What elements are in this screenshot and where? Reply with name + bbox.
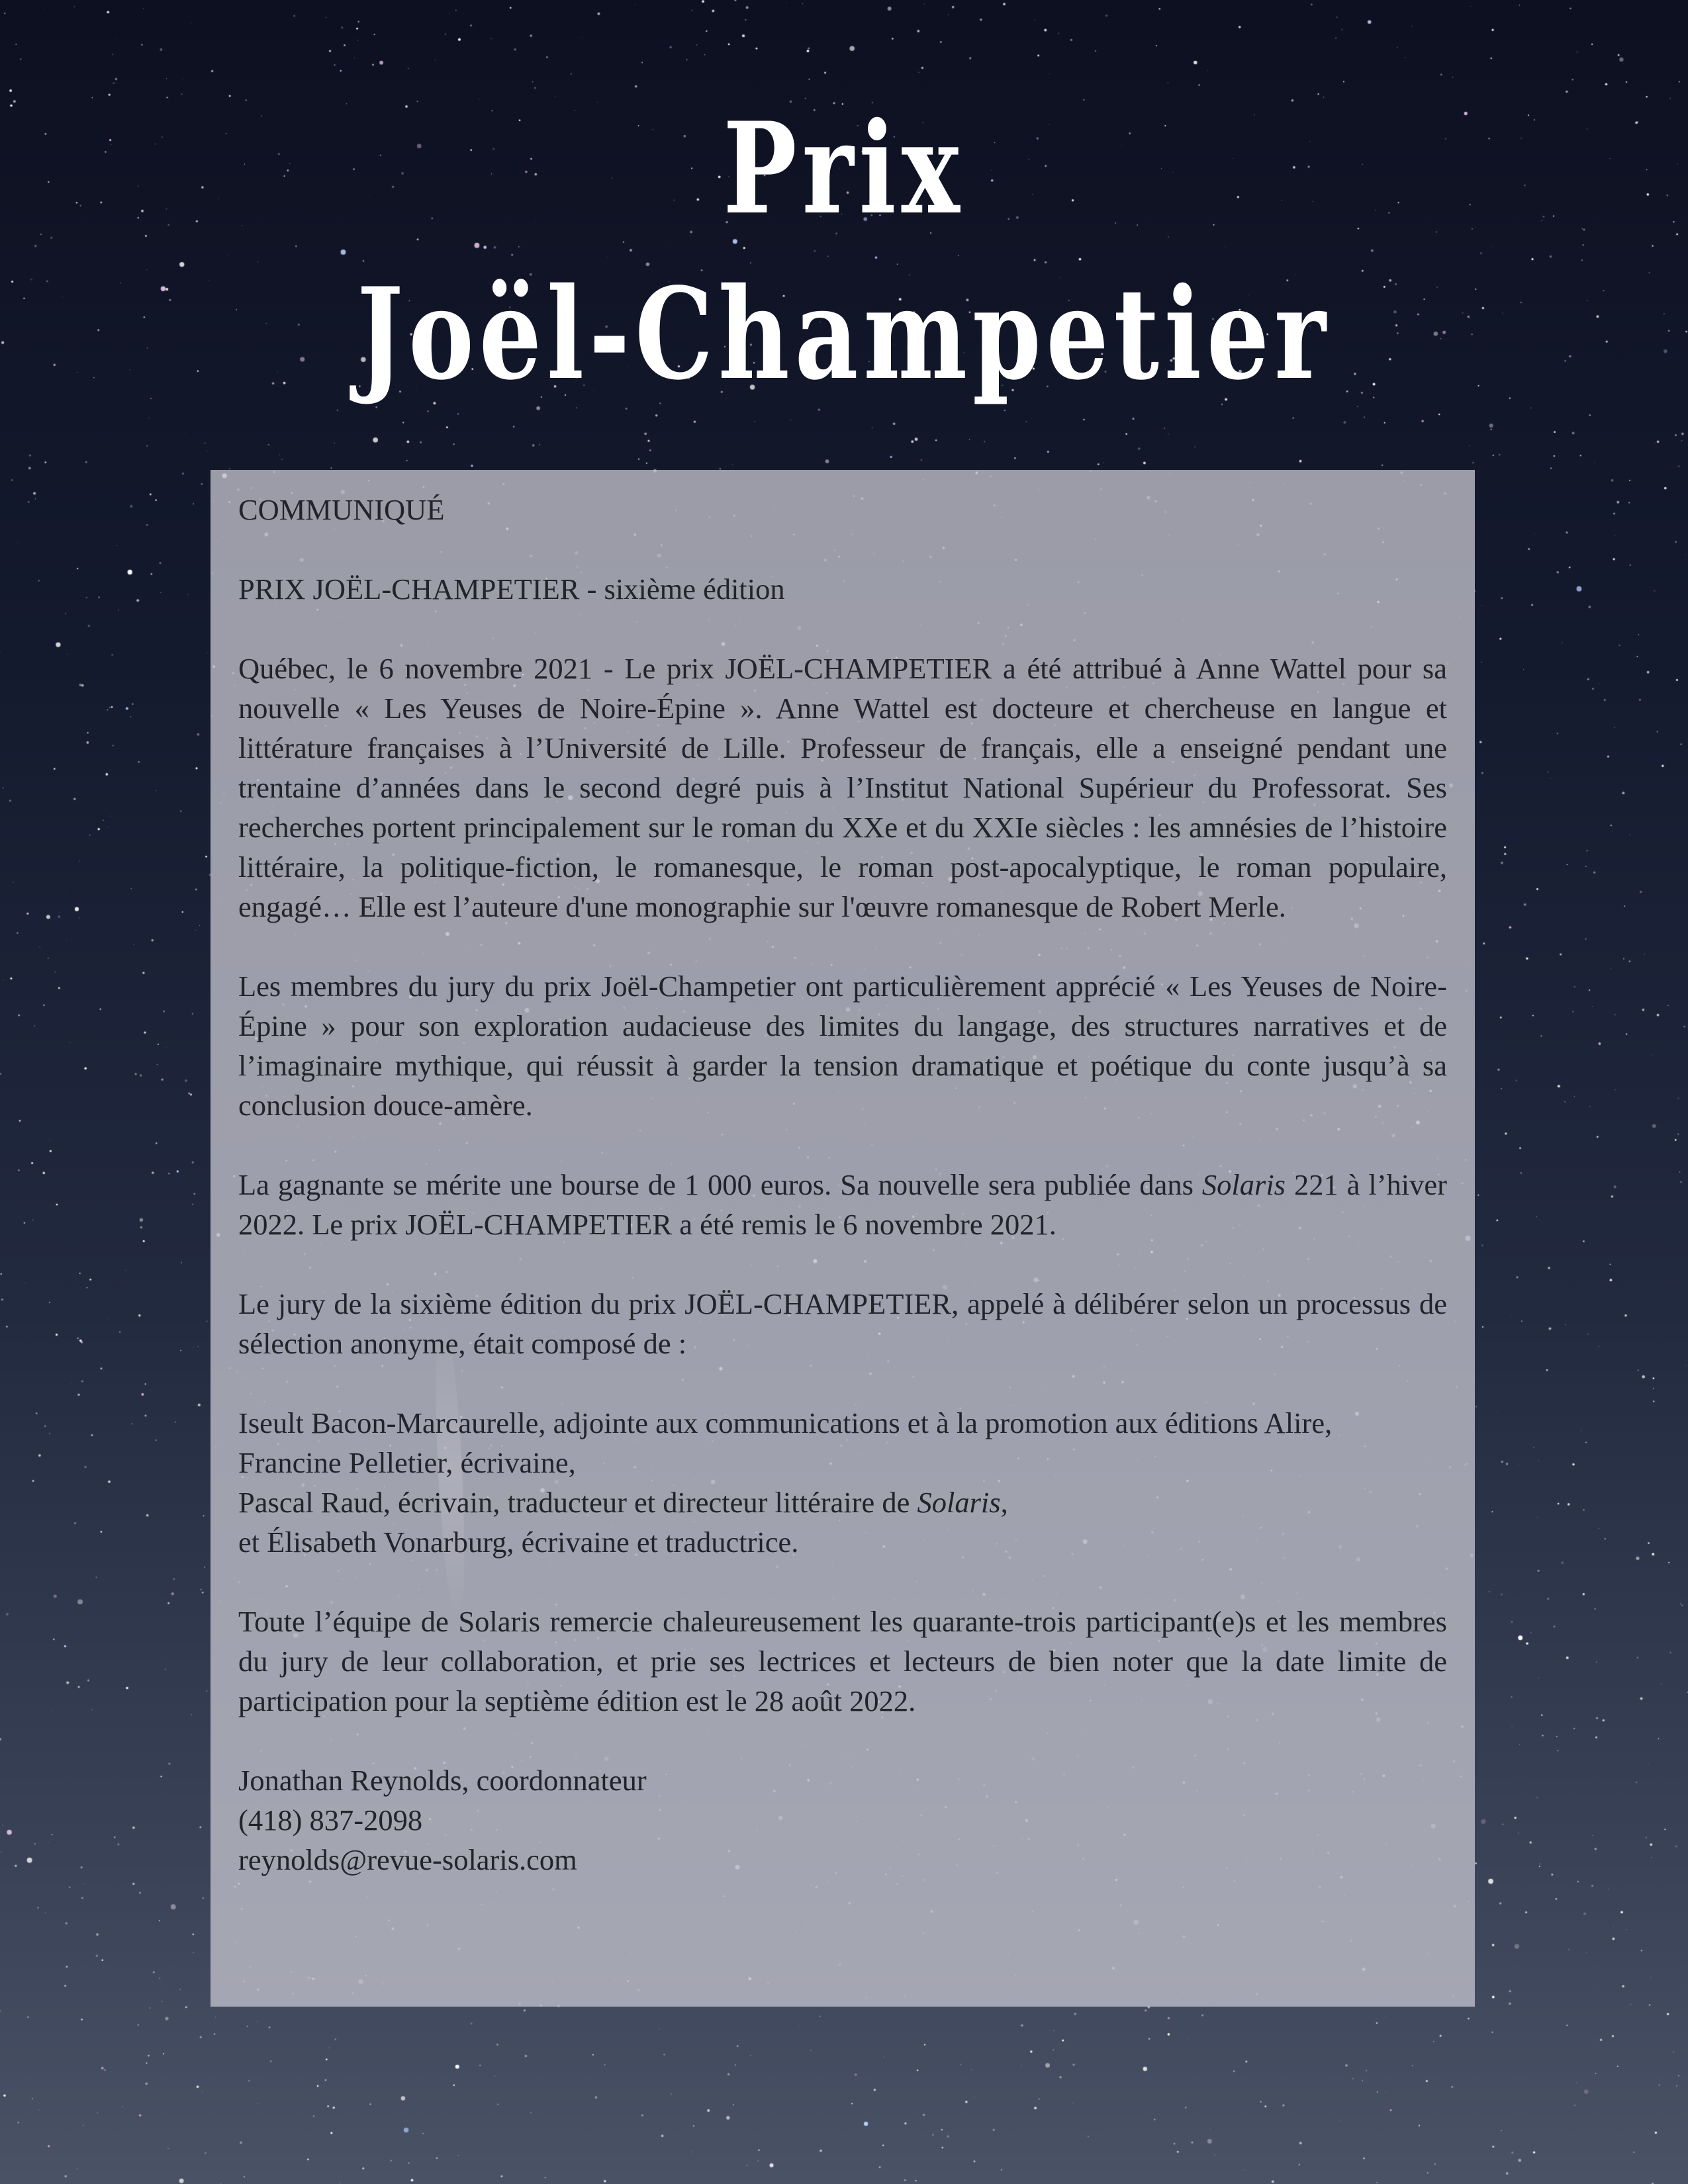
title-prix: Prix: [723, 95, 965, 242]
title-joel-champetier: Joël-Champetier: [357, 260, 1331, 408]
jury-member: [238, 1482, 1447, 1522]
paragraph-thanks: Toute l’équipe de Solaris remercie chaleureusement les quarante-trois participant(e)s et les membres du jury de leur collaboration, et prie ses lectrices et lecteurs de bien noter que la date limite de participation pour la septième édition est le 28 août 2022.: [238, 1605, 1447, 1717]
signature-phone: (418) 837-2098: [238, 1803, 423, 1837]
paragraph-laureate: Québec, le 6 novembre 2021 - Le prix JOËL-CHAMPETIER a été attribué à Anne Wattel pour sa nouvelle « Les Yeuses de Noire-Épine ». Anne Wattel est docteure et chercheuse en langue et littérature françaises à l’Université de Lille. Professeur de français, elle a enseigné pendant une trentaine d’années dans le second degré puis à l’Institut National Supérieur du Professorat. Ses recherches portent principalement sur le roman du XXe et du XXIe siècles : les amnésies de l’histoire littéraire, la politique-fiction, le romanesque, le roman post-apocalyptique, le roman populaire, engagé… Elle est l’auteure d'une monographie sur l'œuvre romanesque de Robert Merle.: [238, 652, 1447, 923]
signature-name: Jonathan Reynolds, coordonnateur: [238, 1764, 647, 1797]
jury-member: Iseult Bacon-Marcaurelle, adjointe aux communications et à la promotion aux éditions Alire,: [238, 1406, 1333, 1439]
prize-magazine-name: Solaris: [1201, 1168, 1286, 1201]
paragraph-jury-intro: Le jury de la sixième édition du prix JOËL-CHAMPETIER, appelé à délibérer selon un processus de sélection anonyme, était composé de :: [238, 1287, 1447, 1360]
jury-member-punct: ,: [1000, 1486, 1008, 1519]
jury-member-magazine: Solaris: [917, 1486, 1001, 1519]
communique-subheading: PRIX JOËL-CHAMPETIER - sixième édition: [238, 572, 785, 606]
prize-text-end: 221 à l’hiver 2022. Le prix JOËL-CHAMPETIER a été remis le 6 novembre 2021.: [238, 1168, 1447, 1241]
signature-block: [238, 1760, 1447, 1880]
communique-heading: COMMUNIQUÉ: [238, 493, 445, 526]
jury-member: Francine Pelletier, écrivaine,: [238, 1446, 576, 1479]
paragraph-jury-appreciation: Les membres du jury du prix Joël-Champetier ont particulièrement apprécié « Les Yeuses de Noire-Épine » pour son exploration audacieuse des limites du langage, des structures narratives et de l’imaginaire mythique, qui réussit à garder la tension dramatique et poétique du conte jusqu’à sa conclusion douce-amère.: [238, 970, 1447, 1122]
jury-member: et Élisabeth Vonarburg, écrivaine et traductrice.: [238, 1525, 799, 1559]
signature-email[interactable]: reynolds@revue-solaris.com: [238, 1843, 577, 1876]
jury-members-list: [238, 1403, 1447, 1562]
communique-panel: [211, 470, 1475, 2007]
prize-text-start: La gagnante se mérite une bourse de 1 000 euros. Sa nouvelle sera publiée dans: [238, 1168, 1202, 1201]
paragraph-prize: [238, 1165, 1447, 1244]
jury-member-text: Pascal Raud, écrivain, traducteur et directeur littéraire de: [238, 1486, 917, 1519]
